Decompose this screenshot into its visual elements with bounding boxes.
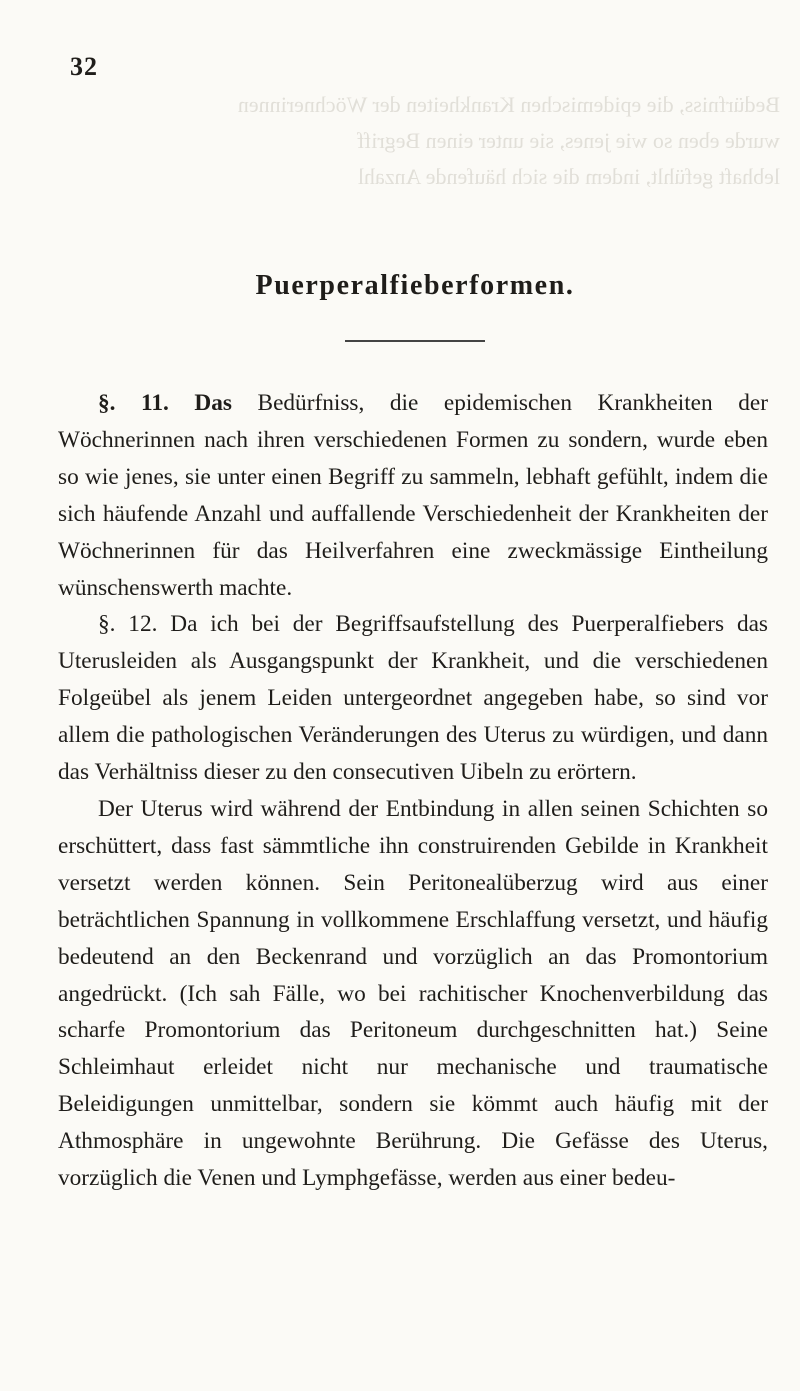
paragraph-text: Der Uterus wird während der Entbindung in allen seinen Schichten so erschüttert, dass fast sämmtliche ihn construirenden Gebilde in Krankheit versetzt werden können. Sein Peritonealüberzug wird aus einer beträchtlichen Spannung in vollkommene Erschlaffung versetzt, und häufig bedeutend an den Beckenrand und vorzüglich an das Promontorium angedrückt. (Ich sah Fälle, wo bei rachitischer Knochenverbildung das scharfe Promontorium das Peritoneum durchgeschnitten hat.) Seine Schleimhaut erleidet nicht nur mechanische und traumatische Beleidigungen unmittelbar, sondern sie kömmt auch häufig mit der Athmosphäre in ungewohnte Berührung. Die Gefässe des Uterus, vorzüglich die Venen und Lymphgefässe, werden aus einer bedeu- [58, 795, 768, 1192]
page-title: Puerperalfieberformen. [255, 270, 575, 301]
paragraph-3 [58, 791, 768, 1197]
paragraph-text: Bedürfniss, die epidemischen Krankheiten der Wöchnerinnen nach ihren verschiedenen Formen zu sondern, wurde eben so wie jenes, sie unter einen Begriff zu sammeln, lebhaft gefühlt, indem die sich häufende Anzahl und auffallende Verschiedenheit der Krankheiten der Wöchnerinnen für das Heilverfahren eine zweckmässige Eintheilung wünschenswerth machte. [58, 390, 768, 601]
paragraph-1 [58, 385, 768, 606]
paragraph-lead: §. 12. [98, 611, 158, 638]
paragraph-text: Da ich bei der Begriffsaufstellung des Puerperalfiebers das Uterusleiden als Ausgangspunkt der Krankheit, und die verschiedenen Folgeübel als jenem Leiden untergeordnet angegeben habe, so sind vor allem die pathologischen Veränderungen des Uterus zu würdigen, und dann das Verhältniss dieser zu den consecutiven Uibeln zu erörtern. [58, 611, 769, 786]
title-divider [345, 340, 485, 342]
paragraph-lead: §. 11. Das [98, 390, 232, 416]
page-number: 32 [70, 52, 98, 81]
body-text [58, 385, 768, 1197]
show-through-line: Bedürfniss, die epidemischen Krankheiten der Wöchnerinnen [237, 92, 780, 117]
paragraph-2 [58, 606, 768, 791]
show-through-line: lebhaft gefühlt, indem die sich häufende Anzahl [357, 164, 780, 189]
show-through-line: wurde eben so wie jenes, sie unter einen Begriff [357, 128, 780, 153]
